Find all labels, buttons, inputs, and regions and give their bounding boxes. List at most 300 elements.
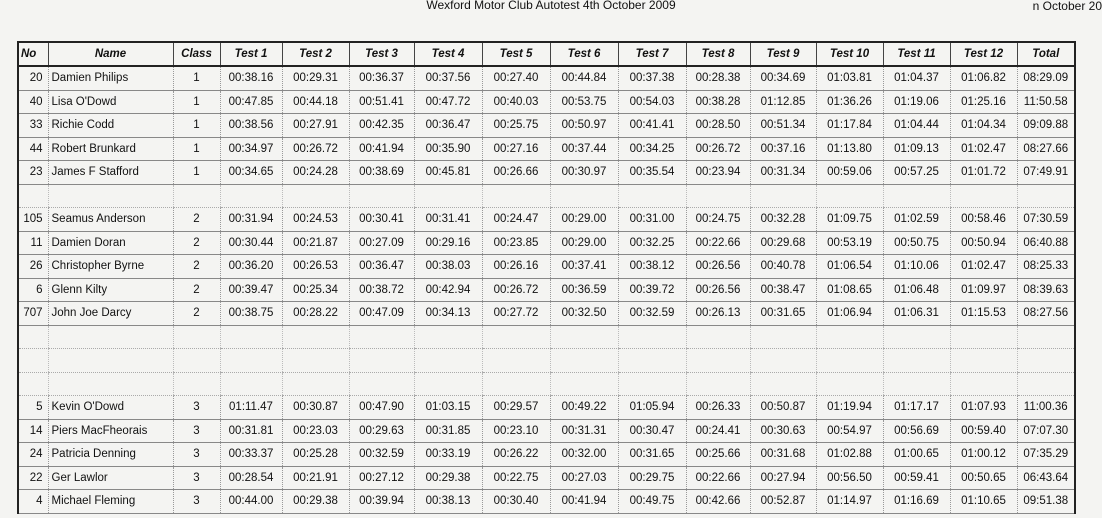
column-header-class: Class	[173, 42, 220, 66]
test-7-time: 00:32.25	[618, 231, 686, 255]
class-value: 2	[173, 278, 220, 302]
class-value: 2	[173, 208, 220, 232]
test-12-time: 01:02.47	[950, 137, 1017, 161]
empty-cell	[750, 372, 816, 396]
test-11-time: 01:04.37	[883, 66, 950, 90]
test-6-time: 00:44.84	[550, 66, 618, 90]
empty-cell	[220, 372, 282, 396]
test-7-time: 00:41.41	[618, 114, 686, 138]
empty-cell	[282, 184, 349, 208]
test-1-time: 00:30.44	[220, 231, 282, 255]
class-value: 1	[173, 66, 220, 90]
test-1-time: 00:39.47	[220, 278, 282, 302]
column-header-total: Total	[1017, 42, 1075, 66]
empty-cell	[686, 325, 750, 349]
test-12-time: 01:02.47	[950, 255, 1017, 279]
empty-cell	[414, 372, 482, 396]
table-row	[18, 231, 1075, 255]
column-header-test-1: Test 1	[220, 42, 282, 66]
driver-number: 707	[18, 302, 48, 326]
empty-cell	[220, 184, 282, 208]
empty-cell	[883, 184, 950, 208]
table-row	[18, 137, 1075, 161]
test-3-time: 00:27.12	[349, 466, 414, 490]
test-8-time: 00:24.41	[686, 419, 750, 443]
test-2-time: 00:26.53	[282, 255, 349, 279]
table-row	[18, 466, 1075, 490]
test-10-time: 00:54.97	[816, 419, 883, 443]
test-10-time: 01:36.26	[816, 90, 883, 114]
driver-number: 20	[18, 66, 48, 90]
test-4-time: 00:31.85	[414, 419, 482, 443]
test-9-time: 00:31.65	[750, 302, 816, 326]
empty-cell	[173, 325, 220, 349]
empty-cell	[48, 349, 173, 373]
test-11-time: 01:04.44	[883, 114, 950, 138]
column-header-test-4: Test 4	[414, 42, 482, 66]
test-9-time: 00:31.34	[750, 161, 816, 185]
test-5-time: 00:26.22	[482, 443, 550, 467]
empty-cell	[618, 349, 686, 373]
test-1-time: 00:28.54	[220, 466, 282, 490]
table-header	[18, 42, 1075, 66]
test-11-time: 01:06.48	[883, 278, 950, 302]
blank-row	[18, 184, 1075, 208]
test-9-time: 01:12.85	[750, 90, 816, 114]
column-header-test-12: Test 12	[950, 42, 1017, 66]
test-11-time: 01:10.06	[883, 255, 950, 279]
test-4-time: 00:47.72	[414, 90, 482, 114]
test-5-time: 00:22.75	[482, 466, 550, 490]
test-6-time: 00:49.22	[550, 396, 618, 420]
test-4-time: 00:45.81	[414, 161, 482, 185]
class-value: 3	[173, 466, 220, 490]
test-11-time: 00:56.69	[883, 419, 950, 443]
table-row	[18, 278, 1075, 302]
test-2-time: 00:30.87	[282, 396, 349, 420]
driver-name: Patricia Denning	[48, 443, 173, 467]
test-1-time: 00:33.37	[220, 443, 282, 467]
test-9-time: 00:30.63	[750, 419, 816, 443]
test-10-time: 00:59.06	[816, 161, 883, 185]
class-value: 1	[173, 137, 220, 161]
test-12-time: 01:00.12	[950, 443, 1017, 467]
empty-cell	[950, 349, 1017, 373]
test-4-time: 01:03.15	[414, 396, 482, 420]
empty-cell	[1017, 325, 1075, 349]
test-2-time: 00:27.91	[282, 114, 349, 138]
test-7-time: 00:35.54	[618, 161, 686, 185]
test-11-time: 01:19.06	[883, 90, 950, 114]
test-8-time: 00:28.50	[686, 114, 750, 138]
driver-number: 26	[18, 255, 48, 279]
test-11-time: 01:09.13	[883, 137, 950, 161]
driver-name: Damien Doran	[48, 231, 173, 255]
empty-cell	[816, 325, 883, 349]
empty-cell	[816, 184, 883, 208]
test-4-time: 00:33.19	[414, 443, 482, 467]
driver-number: 44	[18, 137, 48, 161]
test-6-time: 00:27.03	[550, 466, 618, 490]
empty-cell	[482, 372, 550, 396]
test-12-time: 01:07.93	[950, 396, 1017, 420]
driver-name: Piers MacFheorais	[48, 419, 173, 443]
driver-name: Robert Brunkard	[48, 137, 173, 161]
test-5-time: 00:29.57	[482, 396, 550, 420]
empty-cell	[750, 349, 816, 373]
test-2-time: 00:24.53	[282, 208, 349, 232]
column-header-test-2: Test 2	[282, 42, 349, 66]
test-5-time: 00:23.85	[482, 231, 550, 255]
test-2-time: 00:21.91	[282, 466, 349, 490]
total-time: 07:30.59	[1017, 208, 1075, 232]
empty-cell	[750, 184, 816, 208]
test-2-time: 00:23.03	[282, 419, 349, 443]
empty-cell	[282, 349, 349, 373]
empty-cell	[550, 325, 618, 349]
test-1-time: 00:31.81	[220, 419, 282, 443]
test-6-time: 00:30.97	[550, 161, 618, 185]
test-6-time: 00:37.41	[550, 255, 618, 279]
test-5-time: 00:27.72	[482, 302, 550, 326]
test-8-time: 00:42.66	[686, 490, 750, 514]
test-4-time: 00:37.56	[414, 66, 482, 90]
test-11-time: 01:06.31	[883, 302, 950, 326]
test-5-time: 00:23.10	[482, 419, 550, 443]
empty-cell	[482, 349, 550, 373]
test-5-time: 00:27.40	[482, 66, 550, 90]
test-2-time: 00:21.87	[282, 231, 349, 255]
driver-name: Kevin O'Dowd	[48, 396, 173, 420]
table-row	[18, 208, 1075, 232]
test-10-time: 00:53.19	[816, 231, 883, 255]
class-value: 3	[173, 490, 220, 514]
test-6-time: 00:29.00	[550, 208, 618, 232]
total-time: 07:35.29	[1017, 443, 1075, 467]
test-10-time: 01:06.54	[816, 255, 883, 279]
test-1-time: 00:36.20	[220, 255, 282, 279]
test-9-time: 00:37.16	[750, 137, 816, 161]
test-7-time: 00:49.75	[618, 490, 686, 514]
test-2-time: 00:26.72	[282, 137, 349, 161]
table-row	[18, 396, 1075, 420]
driver-name: Christopher Byrne	[48, 255, 173, 279]
total-time: 11:00.36	[1017, 396, 1075, 420]
test-3-time: 00:27.09	[349, 231, 414, 255]
test-1-time: 00:31.94	[220, 208, 282, 232]
empty-cell	[816, 349, 883, 373]
test-11-time: 00:50.75	[883, 231, 950, 255]
test-2-time: 00:44.18	[282, 90, 349, 114]
test-10-time: 01:08.65	[816, 278, 883, 302]
class-value: 3	[173, 443, 220, 467]
test-7-time: 00:54.03	[618, 90, 686, 114]
test-4-time: 00:29.16	[414, 231, 482, 255]
test-11-time: 01:16.69	[883, 490, 950, 514]
test-8-time: 00:26.33	[686, 396, 750, 420]
driver-number: 105	[18, 208, 48, 232]
table-row	[18, 302, 1075, 326]
empty-cell	[686, 184, 750, 208]
total-time: 08:25.33	[1017, 255, 1075, 279]
empty-cell	[349, 184, 414, 208]
test-5-time: 00:24.47	[482, 208, 550, 232]
test-10-time: 01:13.80	[816, 137, 883, 161]
test-10-time: 01:06.94	[816, 302, 883, 326]
empty-cell	[18, 372, 48, 396]
test-9-time: 00:52.87	[750, 490, 816, 514]
table-row	[18, 490, 1075, 514]
column-header-test-3: Test 3	[349, 42, 414, 66]
test-12-time: 01:01.72	[950, 161, 1017, 185]
empty-cell	[686, 372, 750, 396]
table-row	[18, 161, 1075, 185]
test-1-time: 00:38.16	[220, 66, 282, 90]
test-12-time: 01:09.97	[950, 278, 1017, 302]
header-row	[18, 42, 1075, 66]
test-5-time: 00:26.16	[482, 255, 550, 279]
test-5-time: 00:25.75	[482, 114, 550, 138]
empty-cell	[349, 349, 414, 373]
blank-row	[18, 372, 1075, 396]
driver-number: 11	[18, 231, 48, 255]
test-3-time: 00:39.94	[349, 490, 414, 514]
test-7-time: 00:39.72	[618, 278, 686, 302]
test-5-time: 00:26.72	[482, 278, 550, 302]
test-3-time: 00:51.41	[349, 90, 414, 114]
empty-cell	[414, 349, 482, 373]
empty-cell	[618, 372, 686, 396]
test-4-time: 00:31.41	[414, 208, 482, 232]
empty-cell	[950, 325, 1017, 349]
driver-name: Ger Lawlor	[48, 466, 173, 490]
empty-cell	[482, 184, 550, 208]
test-3-time: 00:38.72	[349, 278, 414, 302]
test-3-time: 00:36.47	[349, 255, 414, 279]
total-time: 06:40.88	[1017, 231, 1075, 255]
test-3-time: 00:30.41	[349, 208, 414, 232]
empty-cell	[950, 372, 1017, 396]
total-time: 07:07.30	[1017, 419, 1075, 443]
empty-cell	[48, 325, 173, 349]
total-time: 11:50.58	[1017, 90, 1075, 114]
test-7-time: 00:31.00	[618, 208, 686, 232]
test-6-time: 00:32.00	[550, 443, 618, 467]
driver-name: John Joe Darcy	[48, 302, 173, 326]
test-11-time: 01:17.17	[883, 396, 950, 420]
test-11-time: 00:57.25	[883, 161, 950, 185]
driver-name: Michael Fleming	[48, 490, 173, 514]
empty-cell	[48, 184, 173, 208]
test-4-time: 00:34.13	[414, 302, 482, 326]
class-value: 3	[173, 396, 220, 420]
empty-cell	[173, 349, 220, 373]
table-row	[18, 255, 1075, 279]
test-7-time: 00:34.25	[618, 137, 686, 161]
driver-number: 24	[18, 443, 48, 467]
test-5-time: 00:30.40	[482, 490, 550, 514]
test-12-time: 01:25.16	[950, 90, 1017, 114]
empty-cell	[618, 325, 686, 349]
test-10-time: 01:02.88	[816, 443, 883, 467]
test-5-time: 00:40.03	[482, 90, 550, 114]
test-10-time: 01:09.75	[816, 208, 883, 232]
test-10-time: 01:19.94	[816, 396, 883, 420]
empty-cell	[18, 325, 48, 349]
empty-cell	[950, 184, 1017, 208]
empty-cell	[883, 349, 950, 373]
test-10-time: 01:03.81	[816, 66, 883, 90]
empty-cell	[482, 325, 550, 349]
test-11-time: 01:02.59	[883, 208, 950, 232]
empty-cell	[883, 372, 950, 396]
test-3-time: 00:47.09	[349, 302, 414, 326]
test-6-time: 00:37.44	[550, 137, 618, 161]
column-header-test-10: Test 10	[816, 42, 883, 66]
test-9-time: 00:32.28	[750, 208, 816, 232]
test-9-time: 00:38.47	[750, 278, 816, 302]
empty-cell	[883, 325, 950, 349]
test-12-time: 01:06.82	[950, 66, 1017, 90]
test-6-time: 00:31.31	[550, 419, 618, 443]
test-9-time: 00:50.87	[750, 396, 816, 420]
total-time: 08:27.56	[1017, 302, 1075, 326]
test-11-time: 01:00.65	[883, 443, 950, 467]
test-2-time: 00:24.28	[282, 161, 349, 185]
driver-name: Glenn Kilty	[48, 278, 173, 302]
test-3-time: 00:41.94	[349, 137, 414, 161]
total-time: 06:43.64	[1017, 466, 1075, 490]
class-value: 2	[173, 231, 220, 255]
test-6-time: 00:53.75	[550, 90, 618, 114]
driver-number: 40	[18, 90, 48, 114]
empty-cell	[414, 325, 482, 349]
class-value: 3	[173, 419, 220, 443]
empty-cell	[618, 184, 686, 208]
test-2-time: 00:25.28	[282, 443, 349, 467]
driver-name: James F Stafford	[48, 161, 173, 185]
results-table	[17, 41, 1076, 514]
driver-number: 23	[18, 161, 48, 185]
empty-cell	[173, 184, 220, 208]
empty-cell	[349, 372, 414, 396]
table-row	[18, 443, 1075, 467]
test-9-time: 00:34.69	[750, 66, 816, 90]
empty-cell	[750, 325, 816, 349]
test-1-time: 00:34.97	[220, 137, 282, 161]
empty-cell	[18, 349, 48, 373]
total-time: 08:27.66	[1017, 137, 1075, 161]
test-2-time: 00:25.34	[282, 278, 349, 302]
table-row	[18, 66, 1075, 90]
test-1-time: 00:34.65	[220, 161, 282, 185]
driver-name: Seamus Anderson	[48, 208, 173, 232]
empty-cell	[220, 325, 282, 349]
table-row	[18, 419, 1075, 443]
test-7-time: 01:05.94	[618, 396, 686, 420]
test-12-time: 01:10.65	[950, 490, 1017, 514]
empty-cell	[550, 184, 618, 208]
driver-number: 22	[18, 466, 48, 490]
test-6-time: 00:36.59	[550, 278, 618, 302]
empty-cell	[816, 372, 883, 396]
test-12-time: 01:15.53	[950, 302, 1017, 326]
test-7-time: 00:30.47	[618, 419, 686, 443]
test-7-time: 00:31.65	[618, 443, 686, 467]
test-5-time: 00:26.66	[482, 161, 550, 185]
test-12-time: 00:59.40	[950, 419, 1017, 443]
test-1-time: 00:44.00	[220, 490, 282, 514]
test-9-time: 00:29.68	[750, 231, 816, 255]
test-7-time: 00:37.38	[618, 66, 686, 90]
test-12-time: 00:50.65	[950, 466, 1017, 490]
test-8-time: 00:22.66	[686, 466, 750, 490]
blank-row	[18, 349, 1075, 373]
column-header-test-9: Test 9	[750, 42, 816, 66]
driver-name: Damien Philips	[48, 66, 173, 90]
test-8-time: 00:23.94	[686, 161, 750, 185]
empty-cell	[48, 372, 173, 396]
empty-cell	[282, 325, 349, 349]
test-4-time: 00:38.03	[414, 255, 482, 279]
test-7-time: 00:38.12	[618, 255, 686, 279]
test-6-time: 00:41.94	[550, 490, 618, 514]
test-5-time: 00:27.16	[482, 137, 550, 161]
class-value: 1	[173, 90, 220, 114]
table-body	[18, 66, 1075, 513]
test-3-time: 00:36.37	[349, 66, 414, 90]
test-9-time: 00:40.78	[750, 255, 816, 279]
empty-cell	[686, 349, 750, 373]
column-header-test-7: Test 7	[618, 42, 686, 66]
column-header-test-11: Test 11	[883, 42, 950, 66]
page-title: Wexford Motor Club Autotest 4th October 2009	[426, 0, 676, 12]
driver-name: Lisa O'Dowd	[48, 90, 173, 114]
empty-cell	[1017, 349, 1075, 373]
test-1-time: 00:38.56	[220, 114, 282, 138]
empty-cell	[173, 372, 220, 396]
test-9-time: 00:31.68	[750, 443, 816, 467]
test-4-time: 00:38.13	[414, 490, 482, 514]
test-7-time: 00:29.75	[618, 466, 686, 490]
empty-cell	[550, 372, 618, 396]
test-1-time: 01:11.47	[220, 396, 282, 420]
empty-cell	[220, 349, 282, 373]
driver-number: 5	[18, 396, 48, 420]
driver-name: Richie Codd	[48, 114, 173, 138]
class-value: 1	[173, 114, 220, 138]
test-9-time: 00:51.34	[750, 114, 816, 138]
test-8-time: 00:25.66	[686, 443, 750, 467]
class-value: 2	[173, 255, 220, 279]
test-6-time: 00:32.50	[550, 302, 618, 326]
table-row	[18, 90, 1075, 114]
test-6-time: 00:50.97	[550, 114, 618, 138]
test-3-time: 00:42.35	[349, 114, 414, 138]
test-8-time: 00:24.75	[686, 208, 750, 232]
test-4-time: 00:42.94	[414, 278, 482, 302]
test-9-time: 00:27.94	[750, 466, 816, 490]
test-3-time: 00:47.90	[349, 396, 414, 420]
driver-number: 6	[18, 278, 48, 302]
test-10-time: 01:14.97	[816, 490, 883, 514]
test-8-time: 00:26.56	[686, 255, 750, 279]
total-time: 09:51.38	[1017, 490, 1075, 514]
class-value: 1	[173, 161, 220, 185]
empty-cell	[18, 184, 48, 208]
empty-cell	[349, 325, 414, 349]
test-2-time: 00:28.22	[282, 302, 349, 326]
